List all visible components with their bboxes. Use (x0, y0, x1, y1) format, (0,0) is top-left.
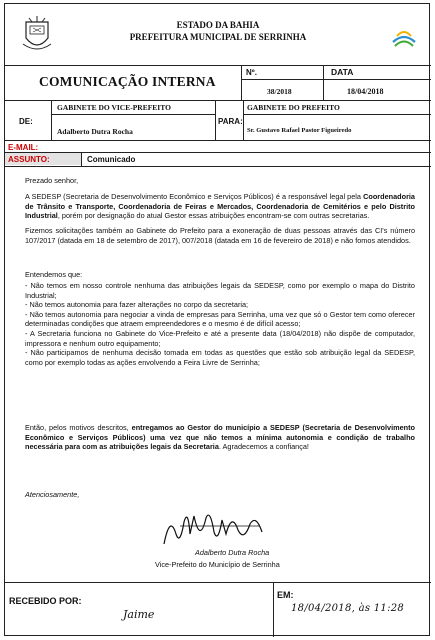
paragraph-1-end: , porém por designação do atual Gestor essas atribuições encontram-se com outras secretarias. (57, 211, 370, 221)
from-label: DE: (19, 117, 33, 126)
from-name: Adalberto Dutra Rocha (57, 127, 133, 136)
signature-title: Vice-Prefeito do Município de Serrinha (155, 560, 280, 569)
memo-page (4, 3, 430, 636)
email-label: E-MAIL: (8, 143, 39, 152)
bullet-list (25, 281, 415, 367)
bullet-item: - Não temos autonomia para negociar a vinda de empresas para Serrinha, uma vez que só o Gestor tem como oferecer determinadas condições que atraem empreendedores e o mesmo é de difícil acesso; (25, 309, 415, 329)
subject-value: Comunicado (87, 155, 136, 164)
state-name: ESTADO DA BAHIA (176, 20, 260, 30)
received-by-value: Jaime (123, 608, 155, 621)
received-at-label: EM: (277, 590, 294, 600)
number-value: 38/2018 (267, 87, 292, 96)
to-label: PARA: (218, 117, 243, 126)
handwritten-signature (160, 504, 280, 550)
from-department: GABINETE DO VICE-PREFEITO (57, 103, 171, 112)
form-title: COMUNICAÇÃO INTERNA (39, 74, 216, 89)
paragraph-4 (25, 423, 415, 452)
prefecture-name: PREFEITURA MUNICIPAL DE SERRINHA (129, 32, 307, 42)
paragraph-4-start: Então, pelos motivos descritos, (25, 423, 132, 432)
bullet-item: - Não temos autonomia para fazer alterações no corpo da secretaria; (25, 300, 249, 310)
paragraph-1 (25, 192, 415, 221)
closing: Atenciosamente, (25, 490, 80, 499)
signature-name: Adalberto Dutra Rocha (195, 548, 270, 557)
bullet-item: - Não participamos de nenhuma decisão tomada em todas as questões que estão sob atribuição legal da SEDESP, como por exemplo todas as ações envolvendo a Feira Livre de Serrinha; (25, 348, 415, 367)
paragraph-4-end: . Agradecemos a confiança! (218, 442, 309, 452)
received-by-label: RECEBIDO POR: (9, 596, 82, 606)
number-label: Nº. (246, 68, 257, 77)
paragraph-3-intro: Entendemos que: (25, 270, 83, 279)
bullet-item: - Não temos em nosso controle nenhuma das atribuições legais da SEDESP, como por exemplo o mapa do Distrito Industrial; (25, 281, 415, 300)
paragraph-1-bold: Coordenadoria de Trânsito e Transporte, Coordenadoria de Feiras e Mercados, Coordenadoria de Cemitérios e pelo Distrito Industrial (25, 192, 415, 221)
to-department: GABINETE DO PREFEITO (247, 103, 340, 112)
date-value: 18/04/2018 (347, 87, 384, 96)
paragraph-4-bold: entregamos ao Gestor do município a SEDESP (Secretaria de Desenvolvimento Econômico e Serviços Públicos) uma vez que não temos a mínima autonomia e condição de trabalho necessária para com as atribuições legais da Secretaria (25, 423, 415, 452)
received-at-value: 18/04/2018, às 11:28 (291, 603, 405, 614)
paragraph-1-start: A SEDESP (Secretaria de Desenvolvimento Econômico e Serviços Públicos) é a responsável legal pela (25, 192, 364, 201)
paragraph-2: Fizemos solicitações também ao Gabinete do Prefeito para a exoneração de duas pessoas através das CI's número 107/2017 (datada em 18 de setembro de 2017), 007/2018 (datada em 16 de fevereiro de 2018) e não fomos atendidos. (25, 226, 415, 245)
bullet-item: - A Secretaria funciona no Gabinete do Vice-Prefeito e até a presente data (18/04/2018) não dispõe de computador, impressora e nenhum outro equipamento; (25, 328, 415, 348)
date-label: DATA (331, 67, 354, 77)
greeting: Prezado senhor, (25, 176, 79, 185)
to-name: Sr. Gustavo Rafael Pastor Figueiredo (247, 127, 352, 134)
subject-label: ASSUNTO: (8, 155, 50, 164)
